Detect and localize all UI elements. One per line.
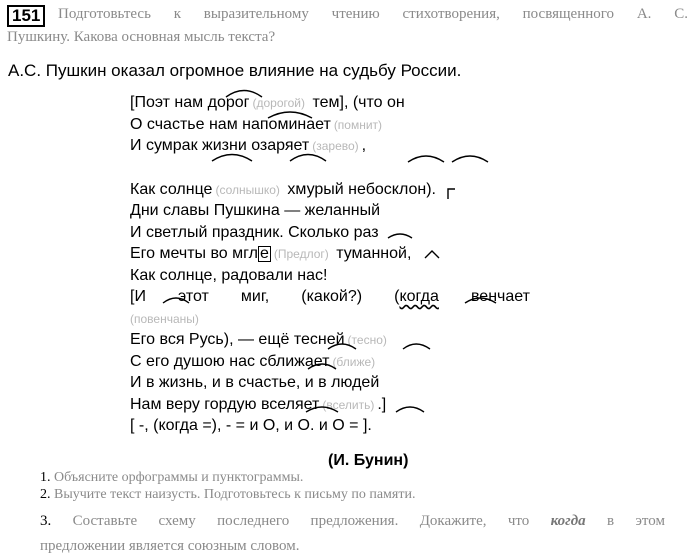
question-text: в этом — [585, 513, 665, 529]
task-text-line2: Пушкину. Какова основная мысль текста? — [7, 29, 276, 45]
root-note: (тесно) — [347, 333, 387, 347]
poem-word-dorog: дорог — [207, 94, 250, 111]
poem-text: хмурый небосклон). — [282, 180, 436, 198]
poem-text: ( — [394, 288, 400, 305]
poem-blank — [130, 157, 540, 179]
poem-text: Его вся Русь), — ещё — [130, 331, 294, 348]
poem-word: этот — [178, 288, 209, 305]
poem-author: (И. Бунин) — [328, 452, 409, 469]
question-text: Составьте схему последнего предложения. Докажите, что — [51, 513, 551, 529]
root-note: (солнышко) — [215, 182, 280, 197]
question-number: 3. — [40, 513, 52, 529]
question-keyword: когда — [550, 513, 586, 529]
question-3-line2: предложении является союзным словом. — [40, 538, 300, 554]
root-note: (Предлог) — [273, 247, 329, 261]
poem-line-12: И в жизнь, и в счастье, и в людей — [130, 374, 380, 391]
poem-word: [И — [130, 288, 146, 305]
question-number: 2. — [40, 487, 51, 502]
poem-word-tesney: тесней — [293, 331, 345, 348]
poem-text: туманной, — [331, 245, 412, 262]
question-3 — [40, 513, 665, 530]
poem-line-13 — [130, 394, 540, 416]
poem-word-kogda-group — [394, 286, 439, 308]
task-number: 151 — [7, 5, 45, 27]
question-1 — [40, 470, 303, 486]
poem-text: [Поэт нам — [130, 94, 208, 111]
poem-line-11 — [130, 351, 540, 373]
root-note: (дорогой) — [252, 96, 305, 110]
poem-note-line — [130, 308, 540, 330]
root-note: (вселить) — [322, 397, 375, 412]
poem-text: Как солнце — [130, 180, 213, 198]
poem-word: (какой?) — [301, 288, 363, 305]
question-2 — [40, 487, 415, 503]
poem-line-9 — [130, 286, 530, 308]
poem-text: О счастье нам — [130, 115, 243, 133]
root-note: (помнит) — [333, 117, 383, 132]
poem-text: И сумрак жизни озаряет — [130, 137, 310, 154]
question-number: 1. — [40, 470, 51, 485]
poem-text: Нам веру гордую — [130, 395, 261, 413]
poem-text: Его мечты во мгл — [130, 245, 258, 262]
poem-word-sblizhaet: сближает — [259, 352, 330, 370]
poem-line-3 — [130, 135, 540, 157]
poem-line-6: И светлый праздник. Сколько раз — [130, 223, 379, 241]
poem-text: тем], (что он — [308, 94, 405, 111]
poem-word-vselyaet: вселяет — [260, 395, 320, 413]
root-note: (зарево) — [312, 139, 359, 153]
root-note: (повенчаны) — [130, 311, 199, 326]
poem-line-10 — [130, 329, 540, 351]
sentence-scheme: [ -, (когда =), - = и О, и О. и О = ]. — [130, 417, 372, 434]
poem-line-2 — [130, 114, 540, 136]
poem-line-1 — [130, 92, 540, 114]
main-thought: А.С. Пушкин оказал огромное влияние на судьбу России. — [8, 61, 462, 80]
poem-word-venchaet: венчает — [470, 288, 530, 305]
poem-word: миг, — [240, 288, 270, 305]
poem-text: .] — [377, 395, 387, 413]
question-text: Объясните орфограммы и пунктограммы. — [50, 470, 304, 485]
poem-text: , — [361, 137, 367, 154]
ending-box: е — [259, 245, 269, 262]
poem — [130, 92, 540, 437]
poem-word-napominaet: напоминает — [242, 115, 331, 133]
question-text: Выучите текст наизусть. Подготовьтесь к письму по памяти. — [50, 487, 416, 502]
poem-text: С его душою нас — [130, 352, 260, 370]
poem-line-7 — [130, 243, 540, 265]
poem-line-5: Дни славы Пушкина — желанный — [130, 202, 381, 219]
poem-line-8: Как солнце, радовали нас! — [130, 266, 328, 284]
root-note: (ближе) — [332, 354, 376, 369]
poem-word-kogda: когда — [399, 288, 439, 305]
task-text-line1: Подготовьтесь к выразительному чтению стихотворения, посвященного А. С. — [58, 6, 688, 22]
poem-line-4 — [130, 179, 540, 201]
